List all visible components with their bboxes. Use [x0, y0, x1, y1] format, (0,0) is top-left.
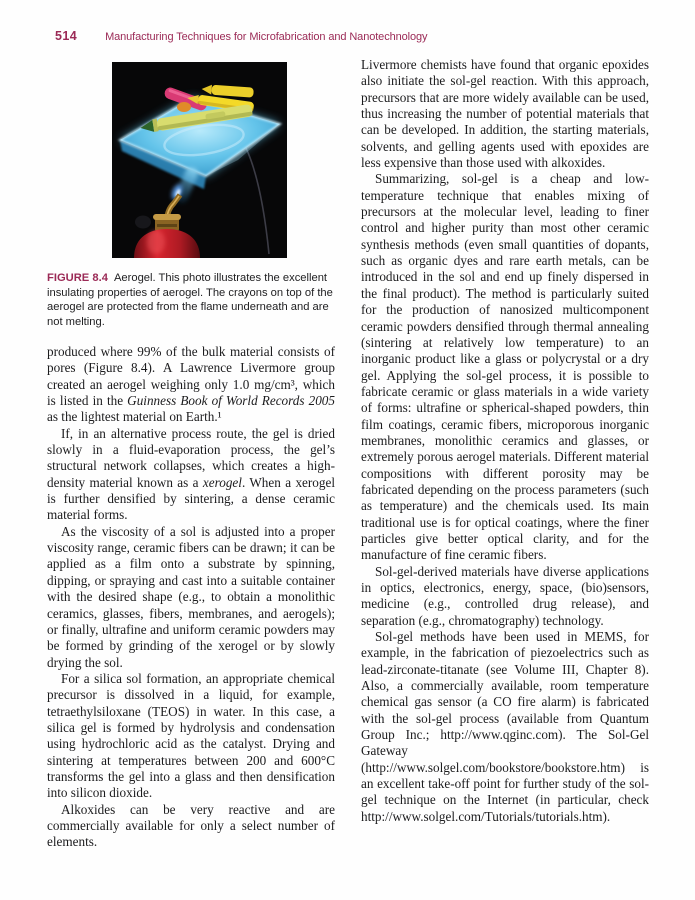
page-number: 514 [55, 29, 78, 43]
right-text-column [361, 57, 649, 825]
body-paragraph: Livermore chemists have found that organic epoxides also initiate the sol-gel reaction. With this approach, precursors that are more widely available can be used, thus increasing the number of potential materials that can be developed. In addition, the starting materials, solvents, and gelling agents used with epoxides are less expensive than those used with alkoxides. [361, 57, 649, 171]
body-paragraph: For a silica sol formation, an appropriate chemical precursor is dissolved in a liquid, for example, tetraethylsiloxane (TEOS) in water. In this case, a silica gel is formed by hydrolysis and condensation using hydrochloric acid as the catalyst. Drying and sintering at temperatures between 200 and 600°C transforms the gel into a glass and then densification into silicon dioxide. [47, 670, 335, 801]
orange-crayon-tip [177, 102, 191, 112]
body-paragraph: Sol-gel methods have been used in MEMS, for example, in the fabrication of piezoelectrics such as lead-zirconate-titanate (see Volume III, Chapter 8). Also, a commercially available, room temperature chemical gas sensor (a CO fire alarm) is fabricated with the sol-gel process (available from Quantum Group Inc.; http://www.qginc.com). The Sol-Gel Gateway (http://www.solgel.com/bookstore/bookstore.htm) is an excellent take-off point for further study of the sol-gel technique on the Internet (in particular, check http://www.solgel.com/Tutorials/tutorials.htm). [361, 629, 649, 824]
body-paragraph: As the viscosity of a sol is adjusted into a proper viscosity range, ceramic fibers can be drawn; it can be applied as a film onto a substrate by spinning, dipping, or spraying and cast into a suitable container with the desired shape (e.g., to obtain a monolithic ceramics, glasses, fibers, membranes, and aerogels); or finally, ultrafine and uniform ceramic powders may be formed by grinding of the xerogel or by slowly drying the sol. [47, 523, 335, 670]
body-paragraph: If, in an alternative process route, the gel is dried slowly in a fluid-evaporation process, the gel’s structural network collapses, which creates a high-density material known as a xerogel. When a xerogel is further densified by sintering, a dense ceramic material forms. [47, 425, 335, 523]
figure-caption [47, 271, 340, 329]
figure-photo [112, 62, 287, 258]
aerogel-photo-illustration [112, 62, 287, 258]
page-header [55, 27, 427, 45]
body-paragraph: Alkoxides can be very reactive and are commercially available for only a select number of elements. [47, 801, 335, 850]
figure-label: FIGURE 8.4 [47, 272, 108, 284]
left-text-column [47, 344, 335, 851]
body-paragraph: Summarizing, sol-gel is a cheap and low-temperature technique that enables mixing of precursors at the molecular level, leading to finer control and higher purity than most other ceramic synthesis methods (even small quantities of dopants, such as organic dyes and rare earth metals, can be introduced in the sol and end up finely dispersed in the final product). The method is particularly suited for the production of nanosized multicomponent ceramic powders densified through thermal annealing (sintering at relatively low temperature) to an inorganic product like a glass or polycrystal or a dry gel. Applying the sol-gel process, it is possible to fabricate ceramic or glass materials in a wide variety of forms: ultrafine or spherical-shaped powders, thin film coatings, ceramic fibers, microporous inorganic membranes, monolithic ceramics and glasses, or extremely porous aerogel materials. Different material compositions with different porosity may be fabricated depending on the process parameters (such as temperature) and the chemicals used. Its main traditional use is for optical coatings, where the finer particles give better optical clarity, and for the manufacture of fine ceramic fibers. [361, 171, 649, 563]
body-paragraph: produced where 99% of the bulk material consists of pores (Figure 8.4). A Lawrence Livermore group created an aerogel weighing only 1.0 mg/cm³, which is listed in the Guinness Book of World Records 2005 as the lightest material on Earth.¹ [47, 344, 335, 425]
body-paragraph: Sol-gel-derived materials have diverse applications in optics, electronics, energy, space, (bio)sensors, medicine (e.g., controlled drug release), and separation (e.g., chromatography) technology. [361, 563, 649, 628]
figure-caption-text: Aerogel. This photo illustrates the excellent insulating properties of aerogel. The crayons on top of the aerogel are protected from the flame underneath and are not melting. [47, 272, 333, 328]
running-head: Manufacturing Techniques for Microfabrication and Nanotechnology [105, 31, 428, 43]
